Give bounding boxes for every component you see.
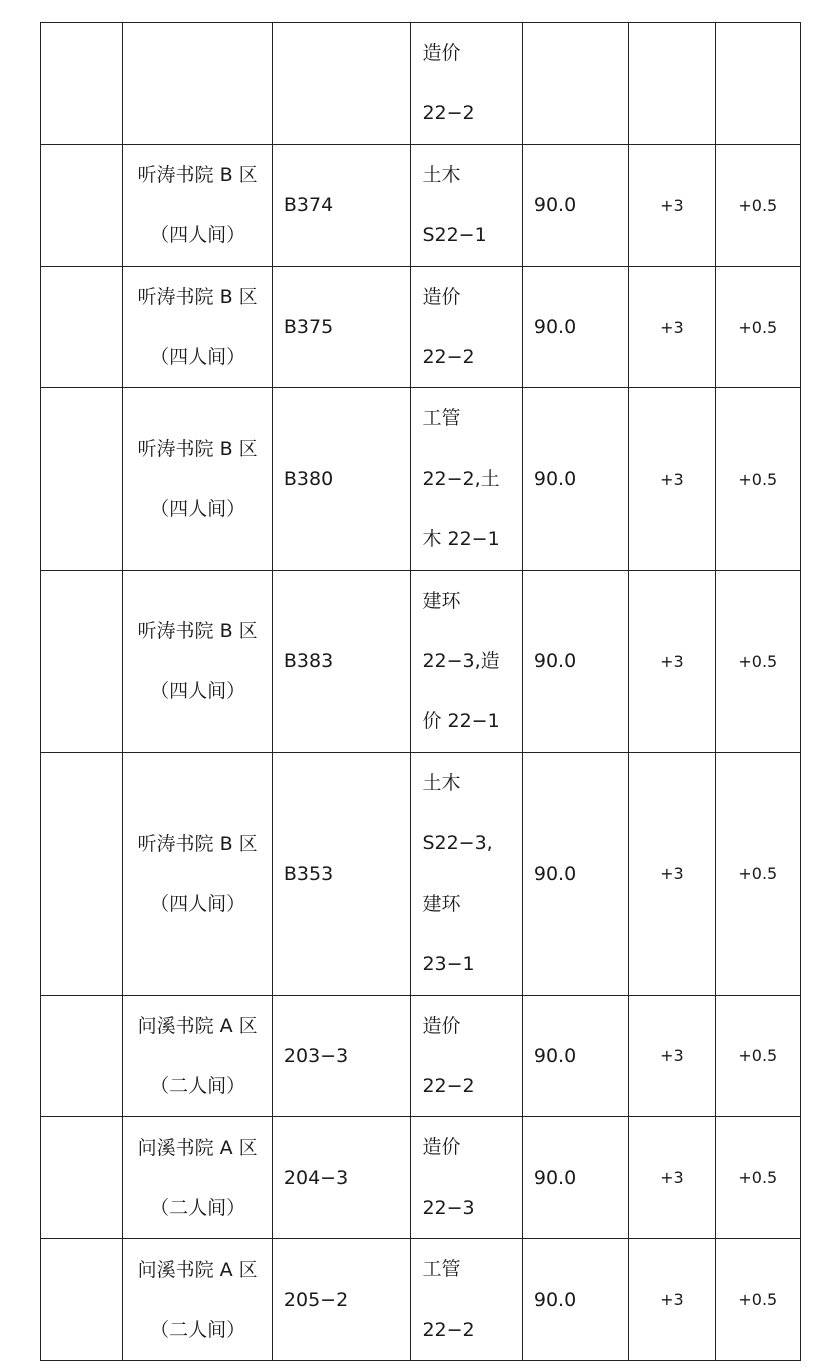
bonus-b-value: +0.5 bbox=[738, 195, 778, 215]
class-line: S22−1 bbox=[422, 224, 487, 247]
class-line: 22−3,造 bbox=[422, 650, 500, 673]
index-cell bbox=[41, 1239, 123, 1361]
building-cell bbox=[123, 266, 273, 388]
class-line: S22−3, bbox=[422, 832, 493, 855]
bonus-b-value: +0.5 bbox=[738, 469, 778, 489]
bonus-a-value: +3 bbox=[660, 1046, 684, 1066]
bonus-b-value: +0.5 bbox=[738, 317, 778, 337]
building-line: （二人间） bbox=[150, 1196, 246, 1219]
class-cell bbox=[411, 144, 522, 266]
room-cell bbox=[272, 1117, 411, 1239]
class-line: 22−2,土 bbox=[422, 467, 500, 490]
room-cell bbox=[272, 752, 411, 995]
class-line: 土木 bbox=[422, 163, 461, 186]
room-cell bbox=[272, 144, 411, 266]
score-value: 90.0 bbox=[533, 862, 577, 885]
building-line: 听涛书院 B 区 bbox=[137, 620, 258, 643]
score-value: 90.0 bbox=[533, 1288, 577, 1311]
table-row bbox=[41, 388, 801, 570]
building-line: （四人间） bbox=[150, 680, 246, 703]
class-cell bbox=[411, 570, 522, 752]
bonus-a-value: +3 bbox=[660, 651, 684, 671]
class-line: 23−1 bbox=[422, 953, 475, 976]
class-line: 建环 bbox=[422, 892, 461, 915]
room-cell bbox=[272, 1239, 411, 1361]
room-cell bbox=[272, 266, 411, 388]
class-line: 22−2 bbox=[422, 346, 475, 369]
bonus-a-value: +3 bbox=[660, 1168, 684, 1188]
class-line: 造价 bbox=[422, 1136, 461, 1159]
class-line: 建环 bbox=[422, 589, 461, 612]
table-row bbox=[41, 1117, 801, 1239]
building-cell bbox=[123, 388, 273, 570]
score-value: 90.0 bbox=[533, 316, 577, 339]
score-cell bbox=[522, 23, 628, 145]
building-cell bbox=[123, 23, 273, 145]
table-row bbox=[41, 995, 801, 1117]
table-row bbox=[41, 752, 801, 995]
class-line: 造价 bbox=[422, 1014, 461, 1037]
bonus-b-cell bbox=[715, 144, 800, 266]
room-cell bbox=[272, 388, 411, 570]
bonus-a-cell bbox=[629, 144, 715, 266]
building-cell bbox=[123, 570, 273, 752]
bonus-b-value: +0.5 bbox=[738, 651, 778, 671]
bonus-a-cell bbox=[629, 752, 715, 995]
bonus-a-cell bbox=[629, 266, 715, 388]
class-line: 木 22−1 bbox=[422, 528, 500, 551]
bonus-a-value: +3 bbox=[660, 469, 684, 489]
bonus-b-cell bbox=[715, 23, 800, 145]
score-value: 90.0 bbox=[533, 1166, 577, 1189]
building-line: 问溪书院 A 区 bbox=[137, 1014, 258, 1037]
bonus-b-cell bbox=[715, 570, 800, 752]
class-cell bbox=[411, 995, 522, 1117]
score-value: 90.0 bbox=[533, 1044, 577, 1067]
room-cell bbox=[272, 570, 411, 752]
bonus-a-cell bbox=[629, 23, 715, 145]
bonus-b-cell bbox=[715, 752, 800, 995]
class-line: 工管 bbox=[422, 407, 461, 430]
class-line: 22−2 bbox=[422, 1318, 475, 1341]
score-cell bbox=[522, 144, 628, 266]
bonus-b-value: +0.5 bbox=[738, 1290, 778, 1310]
bonus-b-cell bbox=[715, 995, 800, 1117]
bonus-b-value: +0.5 bbox=[738, 1046, 778, 1066]
class-line: 22−2 bbox=[422, 1074, 475, 1097]
room-cell bbox=[272, 23, 411, 145]
bonus-b-cell bbox=[715, 1117, 800, 1239]
building-line: （四人间） bbox=[150, 498, 246, 521]
room-number: 204−3 bbox=[283, 1166, 349, 1189]
score-cell bbox=[522, 388, 628, 570]
bonus-a-cell bbox=[629, 1239, 715, 1361]
index-cell bbox=[41, 144, 123, 266]
class-line: 22−3 bbox=[422, 1196, 475, 1219]
building-cell bbox=[123, 995, 273, 1117]
room-cell bbox=[272, 995, 411, 1117]
class-line: 造价 bbox=[422, 42, 461, 64]
room-number: B374 bbox=[283, 194, 334, 217]
building-cell bbox=[123, 144, 273, 266]
building-cell bbox=[123, 1239, 273, 1361]
score-cell bbox=[522, 1117, 628, 1239]
bonus-b-value: +0.5 bbox=[738, 1168, 778, 1188]
class-line: 22−2 bbox=[422, 102, 475, 125]
bonus-a-value: +3 bbox=[660, 1290, 684, 1310]
building-line: （四人间） bbox=[150, 346, 246, 369]
room-number: 205−2 bbox=[283, 1288, 349, 1311]
bonus-b-cell bbox=[715, 266, 800, 388]
score-cell bbox=[522, 570, 628, 752]
score-cell bbox=[522, 1239, 628, 1361]
building-line: 听涛书院 B 区 bbox=[137, 832, 258, 855]
score-cell bbox=[522, 995, 628, 1117]
class-line: 工管 bbox=[422, 1258, 461, 1281]
class-line: 土木 bbox=[422, 771, 461, 794]
index-cell bbox=[41, 23, 123, 145]
class-cell bbox=[411, 752, 522, 995]
bonus-a-cell bbox=[629, 570, 715, 752]
building-line: （二人间） bbox=[150, 1318, 246, 1341]
bonus-b-cell bbox=[715, 388, 800, 570]
score-cell bbox=[522, 266, 628, 388]
building-line: 听涛书院 B 区 bbox=[137, 164, 258, 187]
bonus-a-value: +3 bbox=[660, 864, 684, 884]
room-number: B380 bbox=[283, 468, 334, 491]
class-cell bbox=[411, 1239, 522, 1361]
score-value: 90.0 bbox=[533, 194, 577, 217]
bonus-a-value: +3 bbox=[660, 195, 684, 215]
bonus-a-cell bbox=[629, 1117, 715, 1239]
building-line: 问溪书院 A 区 bbox=[137, 1136, 258, 1159]
index-cell bbox=[41, 995, 123, 1117]
bonus-a-value: +3 bbox=[660, 317, 684, 337]
building-line: （四人间） bbox=[150, 892, 246, 915]
bonus-b-value: +0.5 bbox=[738, 864, 778, 884]
bonus-b-cell bbox=[715, 1239, 800, 1361]
score-value: 90.0 bbox=[533, 468, 577, 491]
building-cell bbox=[123, 752, 273, 995]
class-line: 造价 bbox=[422, 285, 461, 308]
table-row bbox=[41, 1239, 801, 1361]
index-cell bbox=[41, 752, 123, 995]
room-number: 203−3 bbox=[283, 1044, 349, 1067]
class-cell bbox=[411, 23, 522, 145]
building-cell bbox=[123, 1117, 273, 1239]
score-cell bbox=[522, 752, 628, 995]
index-cell bbox=[41, 1117, 123, 1239]
index-cell bbox=[41, 570, 123, 752]
building-line: 听涛书院 B 区 bbox=[137, 286, 258, 309]
room-number: B375 bbox=[283, 316, 334, 339]
table-body bbox=[41, 23, 801, 1361]
score-table bbox=[40, 22, 801, 1361]
bonus-a-cell bbox=[629, 388, 715, 570]
room-number: B353 bbox=[283, 862, 334, 885]
table-row bbox=[41, 144, 801, 266]
building-line: （二人间） bbox=[150, 1074, 246, 1097]
table-row bbox=[41, 570, 801, 752]
index-cell bbox=[41, 266, 123, 388]
class-cell bbox=[411, 1117, 522, 1239]
score-value: 90.0 bbox=[533, 650, 577, 673]
bonus-a-cell bbox=[629, 995, 715, 1117]
table-row bbox=[41, 266, 801, 388]
table-row bbox=[41, 23, 801, 145]
class-line: 价 22−1 bbox=[422, 710, 500, 733]
index-cell bbox=[41, 388, 123, 570]
room-number: B383 bbox=[283, 650, 334, 673]
building-line: 听涛书院 B 区 bbox=[137, 438, 258, 461]
dormitory-score-table bbox=[40, 22, 801, 1361]
building-line: 问溪书院 A 区 bbox=[137, 1258, 258, 1281]
class-cell bbox=[411, 388, 522, 570]
class-cell bbox=[411, 266, 522, 388]
building-line: （四人间） bbox=[150, 224, 246, 247]
